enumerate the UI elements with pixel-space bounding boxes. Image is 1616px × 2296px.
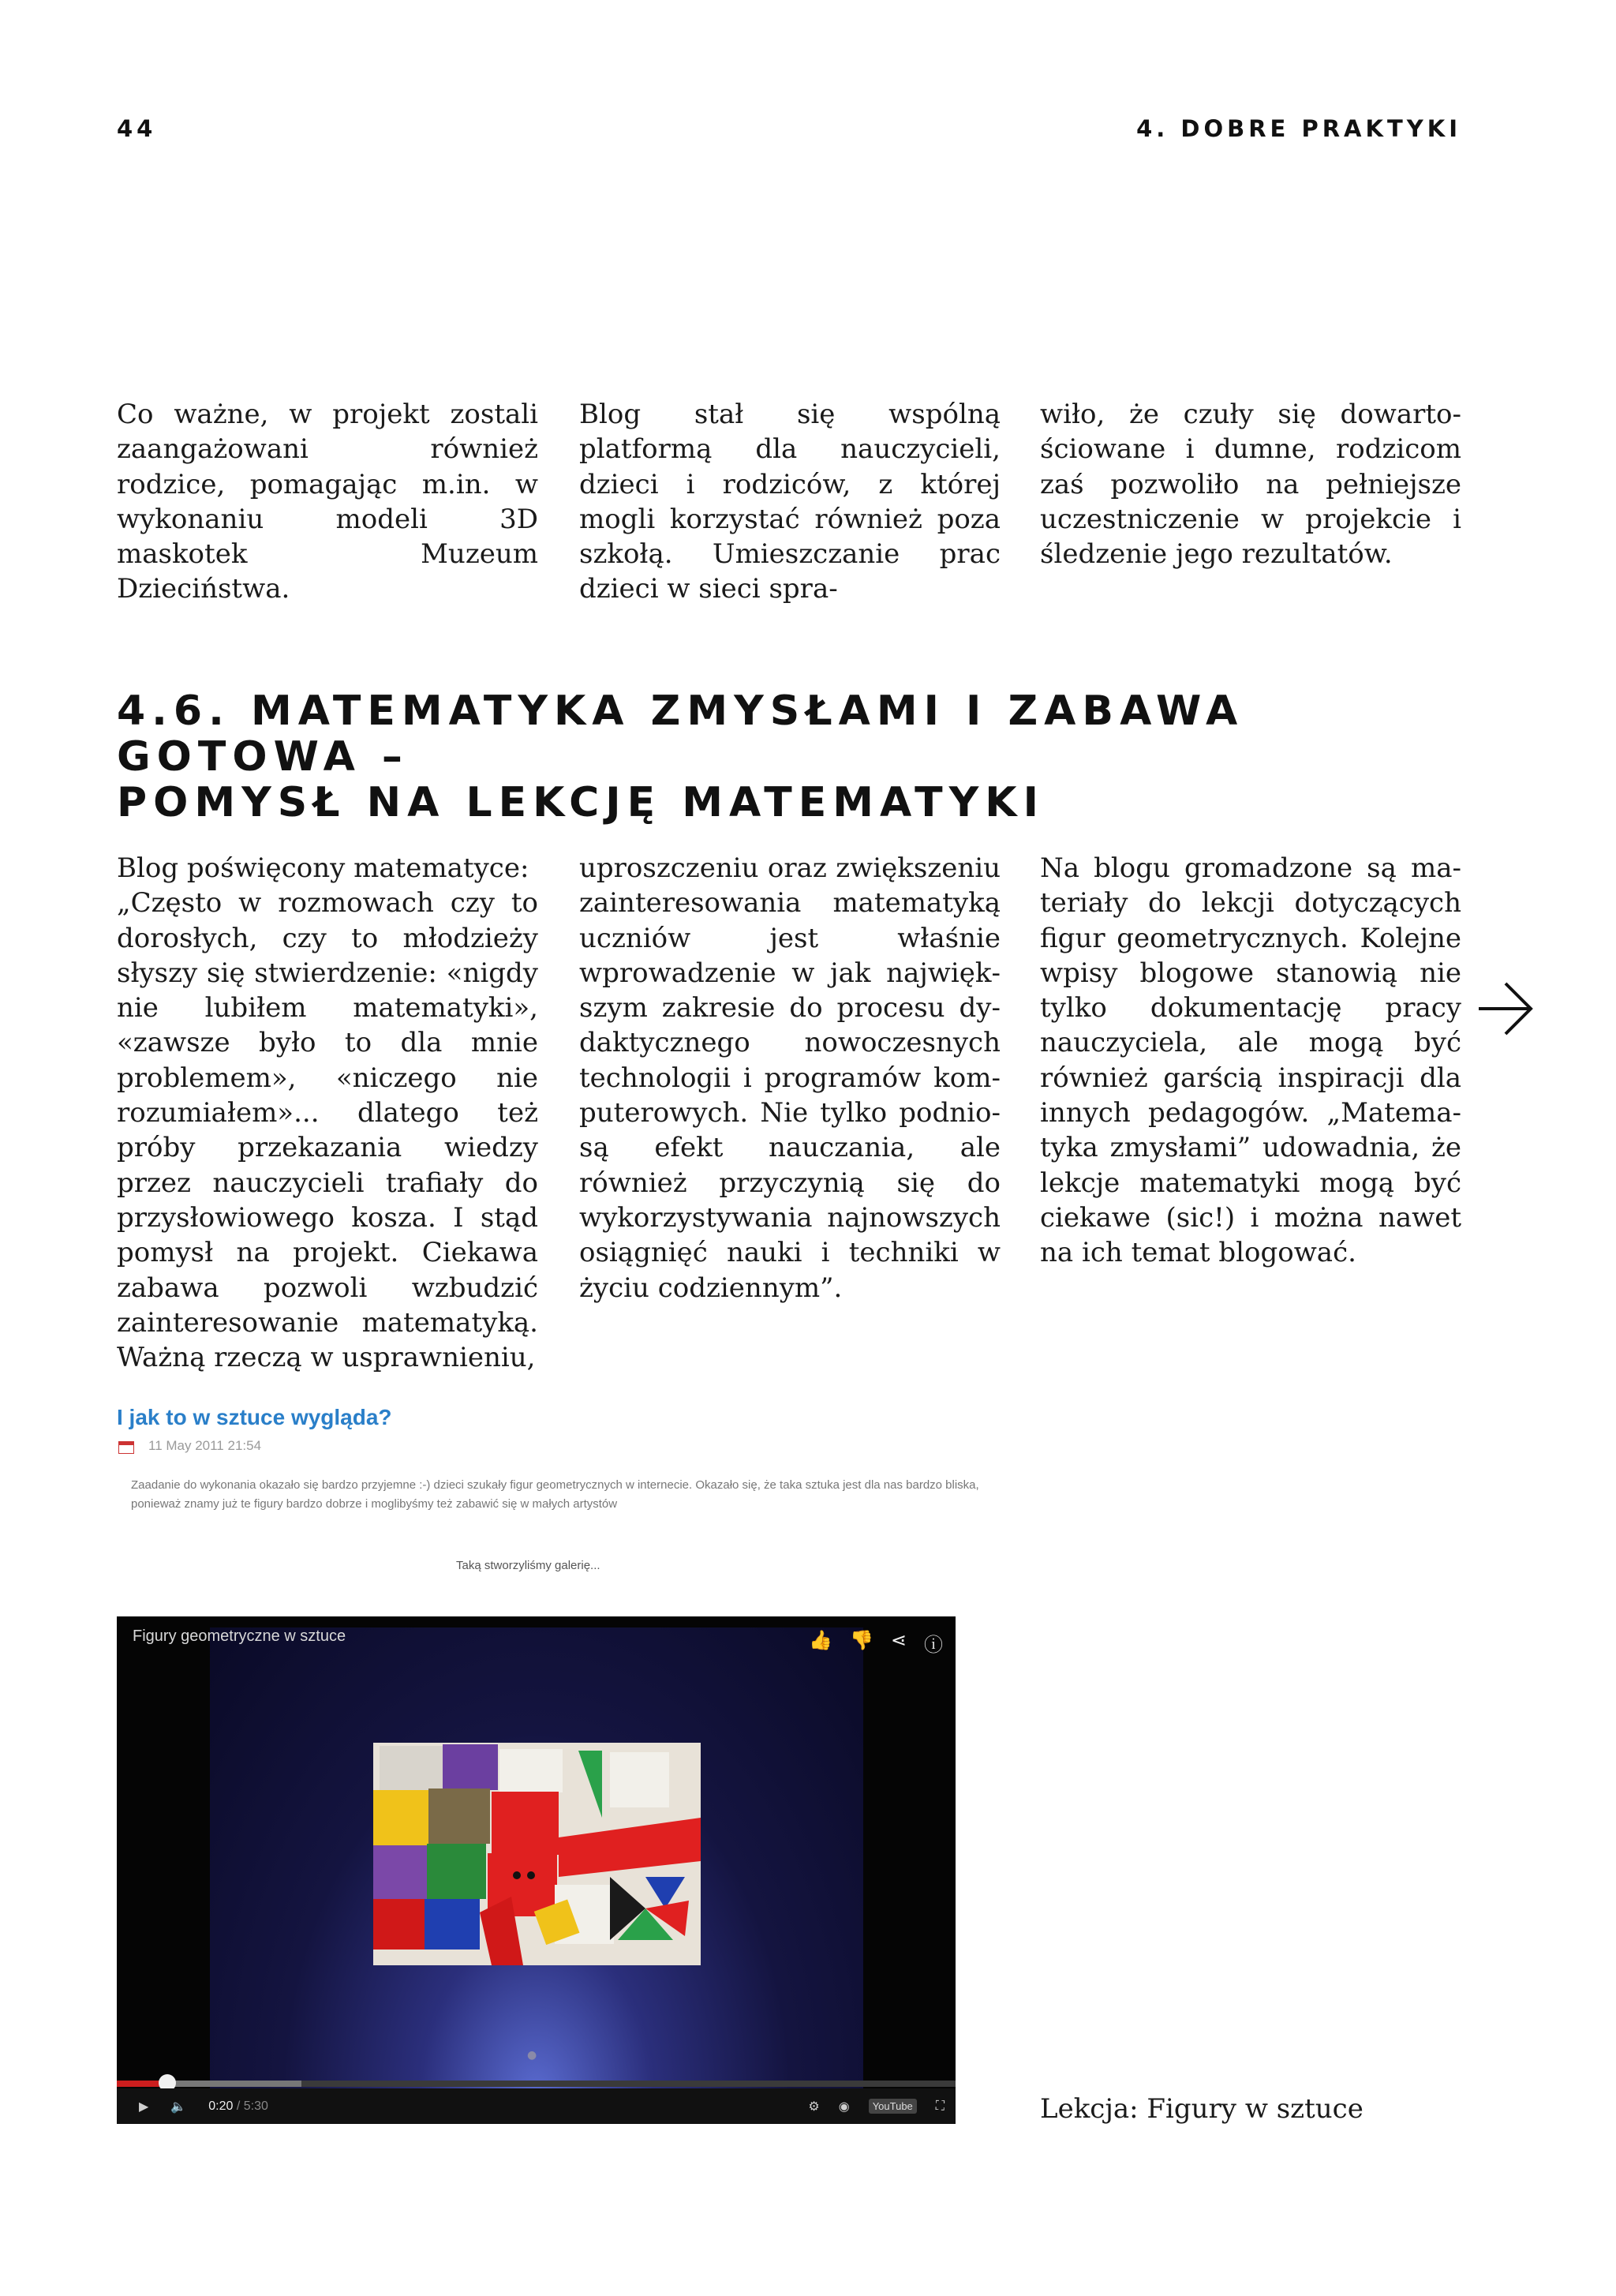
intro-column-2: Blog stał się wspólną platformą dla nauczycieli, dzieci i rodziców, z której mogli korzystać również poza szkołą. Umieszczanie prac dzieci w sieci spra- [579,399,1001,605]
dislike-icon[interactable]: 👎 [850,1629,873,1651]
duration: / 5:30 [236,2099,268,2113]
blog-post-screenshot [117,1397,997,1586]
volume-icon[interactable]: 🔈 [170,2099,187,2114]
video-title[interactable]: Figury geometryczne w sztuce [133,1627,346,1645]
chapter-title: 4. DOBRE PRAKTYKI [1136,115,1461,142]
blog-post-date: 11 May 2011 21:54 [148,1438,262,1453]
section-heading [117,688,1474,826]
section-heading-line-1: 4.6. MATEMATYKA ZMYSŁAMI I ZABAWA GOTOWA – [117,687,1244,781]
fullscreen-icon[interactable]: ⛶ [935,2099,945,2113]
intro-column-3: wiło, że czuły się dowartościowane i dumne, rodzicom zaś pozwoliło na pełniejsze uczestniczenie w projekcie i śledzenie jego rezultatów. [1040,399,1461,571]
player-top-icons [809,1629,943,1657]
body-column-1 [117,851,538,1375]
body-column-1-text: „Często w rozmowach czy to dorosłych, czy to młodzieży słyszy się stwierdzenie: «nigdy nie lubiłem matematyki», «zawsze było to dla mnie problemem», «niczego nie rozumiałem»... dlatego też próby przekazania wiedzy przez nauczycieli trafiały do przysłowiowego kosza. I stąd pomysł na projekt. Ciekawa zabawa pozwoli wzbudzić zainteresowanie matematyką. Ważną rzeczą w usprawnieniu, [117,887,538,1374]
calendar-icon [118,1441,134,1454]
player-controls-right [808,2088,945,2124]
figure-caption: Lekcja: Figury w sztuce [1040,2093,1364,2125]
play-icon[interactable]: ▶ [139,2099,149,2114]
blog-post-body: Zaadanie do wykonania okazało się bardzo przyjemne :-) dzieci szukały figur geometrycznych w internecie. Okazało się, że taka sztuka jest dla nas bardzo bliska, ponieważ znamy już te figury bardzo dobrze i moglibyśmy też zabawić się w małych artystów [131,1478,979,1511]
body-column-2: uproszczeniu oraz zwiększeniu zainteresowania matematyką uczniów jest właśnie wprowadzenie w jak największym zakresie do procesu dydaktycznego nowoczesnych technologii i programów komputerowych. Nie tylko podniosą efekt nauczania, ale również przyczynią się do wykorzystywania najnowszych osiągnięć nauki i techniki w życiu codziennym”. [579,852,1001,1304]
like-icon[interactable]: 👍 [809,1629,832,1651]
settings-gear-icon[interactable]: ⚙ [808,2099,820,2114]
center-marker-icon: ● [527,2049,537,2062]
share-icon[interactable]: ⋖ [890,1629,907,1651]
progress-bar[interactable] [117,2081,956,2087]
cc-icon[interactable]: ◉ [838,2099,850,2114]
geometric-artwork-image [373,1743,701,1965]
page-number: 44 [117,115,157,142]
body-column-3: Na blogu gromadzone są materiały do lekcji dotyczących figur geometrycznych. Kolejne wpisy blogowe stanowią nie tylko dokumentację pracy nauczyciela, ale mogą być również garścią inspiracji dla innych pedagogów. „Matematyka zmysłami” udowadnia, że lekcje matematyki mogą być ciekawe (sic!) i można nawet na ich temat blogować. [1040,852,1461,1269]
current-time: 0:20 [208,2099,234,2113]
video-player[interactable] [117,1616,956,2124]
youtube-logo[interactable]: YouTube [869,2099,917,2114]
intro-column-1: Co ważne, w projekt zostali zaangażowani również rodzice, pomagając m.in. w wykonaniu modeli 3D maskotek Muzeum Dzieciństwa. [117,399,538,605]
player-controls [117,2088,956,2124]
info-icon[interactable]: ⓘ [924,1634,943,1656]
time-display [208,2099,268,2114]
gallery-caption: Taką stworzyliśmy galerię... [456,1559,600,1572]
section-heading-line-2: POMYSŁ NA LEKCJĘ MATEMATYKI [117,779,1045,826]
arrow-right-icon[interactable] [1476,979,1536,1039]
body-column-1-intro: Blog poświęcony matematyce: [117,852,529,884]
blog-post-title[interactable]: I jak to w sztuce wygląda? [117,1405,392,1429]
